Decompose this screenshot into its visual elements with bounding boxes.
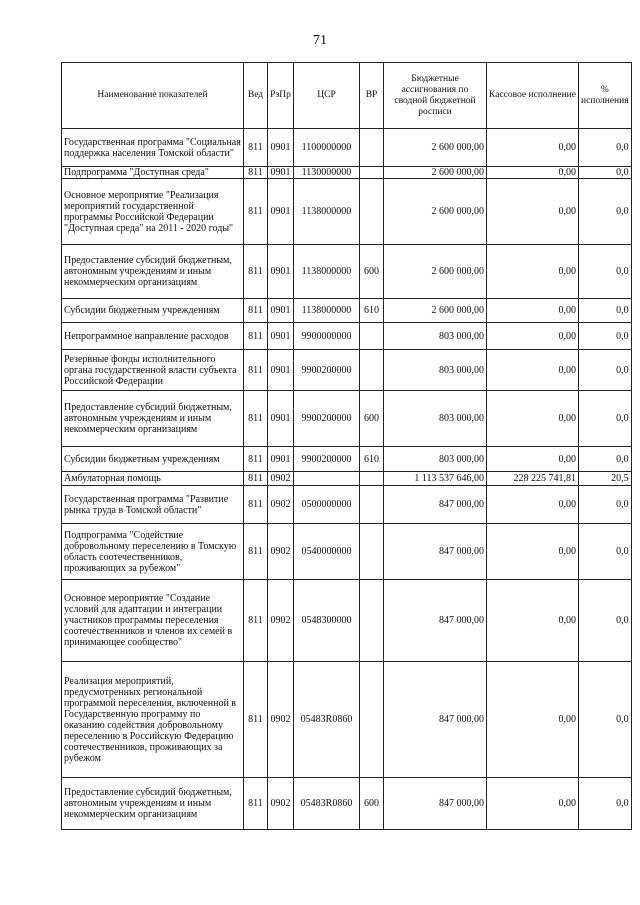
row-cash-execution: 0,00: [487, 179, 579, 245]
row-ved: 811: [244, 447, 268, 472]
row-csr: 9900000000: [294, 323, 360, 350]
row-vr: [360, 350, 384, 391]
row-vr: 610: [360, 447, 384, 472]
header-execution-percent: % исполнения: [579, 63, 632, 129]
row-name: Предоставление субсидий бюджетным, автономным учреждениям и иным некоммерческим организациям: [62, 778, 244, 830]
row-csr: 05483R0860: [294, 778, 360, 830]
row-execution-percent: 0,0: [579, 129, 632, 167]
row-vr: [360, 472, 384, 486]
table-row: [62, 129, 632, 167]
row-assignments: 803 000,00: [384, 350, 487, 391]
row-csr: 1138000000: [294, 245, 360, 299]
row-assignments: 803 000,00: [384, 391, 487, 447]
table-row: [62, 245, 632, 299]
row-vr: [360, 167, 384, 179]
table-row: [62, 662, 632, 778]
row-cash-execution: 0,00: [487, 778, 579, 830]
header-assignments: Бюджетные ассигнования по сводной бюджетной росписи: [384, 63, 487, 129]
header-ved: Вед: [244, 63, 268, 129]
row-ved: 811: [244, 299, 268, 323]
row-assignments: 803 000,00: [384, 447, 487, 472]
table-row: [62, 323, 632, 350]
header-cash-execution: Кассовое исполнение: [487, 63, 579, 129]
row-execution-percent: 0,0: [579, 580, 632, 662]
row-cash-execution: 0,00: [487, 447, 579, 472]
row-rzpr: 0902: [268, 524, 294, 580]
row-name: Государственная программа "Развитие рынка труда в Томской области": [62, 486, 244, 524]
row-vr: 610: [360, 299, 384, 323]
row-cash-execution: 0,00: [487, 391, 579, 447]
row-cash-execution: 0,00: [487, 245, 579, 299]
row-assignments: 847 000,00: [384, 778, 487, 830]
row-csr: 05483R0860: [294, 662, 360, 778]
table-row: [62, 179, 632, 245]
row-cash-execution: 0,00: [487, 662, 579, 778]
row-ved: 811: [244, 472, 268, 486]
table-row: [62, 167, 632, 179]
row-vr: [360, 323, 384, 350]
row-assignments: 847 000,00: [384, 524, 487, 580]
row-name: Предоставление субсидий бюджетным, автономным учреждениям и иным некоммерческим организациям: [62, 391, 244, 447]
header-name: Наименование показателей: [62, 63, 244, 129]
row-cash-execution: 228 225 741,81: [487, 472, 579, 486]
row-rzpr: 0902: [268, 662, 294, 778]
table-row: [62, 391, 632, 447]
row-vr: 600: [360, 778, 384, 830]
row-csr: [294, 472, 360, 486]
row-ved: 811: [244, 323, 268, 350]
row-cash-execution: 0,00: [487, 323, 579, 350]
row-assignments: 2 600 000,00: [384, 129, 487, 167]
row-name: Субсидии бюджетным учреждениям: [62, 447, 244, 472]
row-ved: 811: [244, 524, 268, 580]
row-assignments: 847 000,00: [384, 662, 487, 778]
row-execution-percent: 0,0: [579, 662, 632, 778]
row-rzpr: 0901: [268, 129, 294, 167]
row-execution-percent: 0,0: [579, 179, 632, 245]
row-csr: 0548300000: [294, 580, 360, 662]
row-name: Подпрограмма "Доступная среда": [62, 167, 244, 179]
row-name: Резервные фонды исполнительного органа государственной власти субъекта Российской Федерации: [62, 350, 244, 391]
row-csr: 1100000000: [294, 129, 360, 167]
row-name: Реализация мероприятий, предусмотренных региональной программой переселения, включенной в Государственную программу по оказанию содействия добровольному переселению в Российскую Федерацию соотечественников, проживающих за рубежом: [62, 662, 244, 778]
row-rzpr: 0901: [268, 167, 294, 179]
row-rzpr: 0901: [268, 299, 294, 323]
row-csr: 1138000000: [294, 179, 360, 245]
row-rzpr: 0902: [268, 486, 294, 524]
row-csr: 9900200000: [294, 447, 360, 472]
table-row: [62, 472, 632, 486]
row-rzpr: 0902: [268, 580, 294, 662]
header-vr: ВР: [360, 63, 384, 129]
row-vr: [360, 524, 384, 580]
table-row: [62, 486, 632, 524]
row-assignments: 803 000,00: [384, 323, 487, 350]
row-name: Субсидии бюджетным учреждениям: [62, 299, 244, 323]
table-row: [62, 580, 632, 662]
row-execution-percent: 0,0: [579, 524, 632, 580]
row-cash-execution: 0,00: [487, 580, 579, 662]
row-execution-percent: 0,0: [579, 391, 632, 447]
row-ved: 811: [244, 778, 268, 830]
row-ved: 811: [244, 129, 268, 167]
row-rzpr: 0901: [268, 245, 294, 299]
table-row: [62, 350, 632, 391]
row-cash-execution: 0,00: [487, 129, 579, 167]
row-execution-percent: 0,0: [579, 486, 632, 524]
row-assignments: 2 600 000,00: [384, 245, 487, 299]
row-vr: [360, 179, 384, 245]
row-name: Подпрограмма "Содействие добровольному переселению в Томскую область соотечественников, проживающих за рубежом": [62, 524, 244, 580]
row-ved: 811: [244, 580, 268, 662]
row-rzpr: 0901: [268, 447, 294, 472]
table-row: [62, 778, 632, 830]
row-rzpr: 0902: [268, 778, 294, 830]
row-assignments: 2 600 000,00: [384, 167, 487, 179]
row-csr: 9900200000: [294, 350, 360, 391]
row-execution-percent: 0,0: [579, 167, 632, 179]
row-assignments: 2 600 000,00: [384, 299, 487, 323]
table-row: [62, 524, 632, 580]
row-vr: 600: [360, 391, 384, 447]
row-ved: 811: [244, 391, 268, 447]
row-assignments: 1 113 537 646,00: [384, 472, 487, 486]
table-row: [62, 299, 632, 323]
row-name: Государственная программа "Социальная поддержка населения Томской области": [62, 129, 244, 167]
row-cash-execution: 0,00: [487, 167, 579, 179]
row-rzpr: 0901: [268, 350, 294, 391]
row-csr: 9900200000: [294, 391, 360, 447]
row-vr: [360, 486, 384, 524]
row-rzpr: 0901: [268, 179, 294, 245]
budget-execution-table: [61, 62, 632, 830]
row-execution-percent: 0,0: [579, 778, 632, 830]
row-csr: 1138000000: [294, 299, 360, 323]
row-ved: 811: [244, 179, 268, 245]
row-csr: 1130000000: [294, 167, 360, 179]
row-ved: 811: [244, 167, 268, 179]
row-ved: 811: [244, 486, 268, 524]
page-number: 71: [313, 33, 327, 48]
row-name: Основное мероприятие "Создание условий для адаптации и интеграции участников программы переселения соотечественников и членов их семей в принимающее сообщество": [62, 580, 244, 662]
row-assignments: 847 000,00: [384, 486, 487, 524]
header-rzpr: РзПр: [268, 63, 294, 129]
row-rzpr: 0901: [268, 323, 294, 350]
row-execution-percent: 0,0: [579, 245, 632, 299]
row-cash-execution: 0,00: [487, 524, 579, 580]
row-name: Основное мероприятие "Реализация мероприятий государственной программы Российской Федерации "Доступная среда" на 2011 - 2020 годы": [62, 179, 244, 245]
row-vr: [360, 129, 384, 167]
row-csr: 0540000000: [294, 524, 360, 580]
row-cash-execution: 0,00: [487, 486, 579, 524]
row-cash-execution: 0,00: [487, 299, 579, 323]
row-rzpr: 0901: [268, 391, 294, 447]
row-name: Амбулаторная помощь: [62, 472, 244, 486]
table-header-row: [62, 63, 632, 129]
row-ved: 811: [244, 245, 268, 299]
table-row: [62, 447, 632, 472]
row-execution-percent: 0,0: [579, 350, 632, 391]
row-rzpr: 0902: [268, 472, 294, 486]
header-csr: ЦСР: [294, 63, 360, 129]
row-execution-percent: 0,0: [579, 447, 632, 472]
row-csr: 0500000000: [294, 486, 360, 524]
row-vr: 600: [360, 245, 384, 299]
row-cash-execution: 0,00: [487, 350, 579, 391]
row-assignments: 847 000,00: [384, 580, 487, 662]
row-ved: 811: [244, 350, 268, 391]
row-execution-percent: 0,0: [579, 299, 632, 323]
row-vr: [360, 580, 384, 662]
row-ved: 811: [244, 662, 268, 778]
row-vr: [360, 662, 384, 778]
row-execution-percent: 20,5: [579, 472, 632, 486]
row-assignments: 2 600 000,00: [384, 179, 487, 245]
row-name: Предоставление субсидий бюджетным, автономным учреждениям и иным некоммерческим организациям: [62, 245, 244, 299]
row-name: Непрограммное направление расходов: [62, 323, 244, 350]
row-execution-percent: 0,0: [579, 323, 632, 350]
